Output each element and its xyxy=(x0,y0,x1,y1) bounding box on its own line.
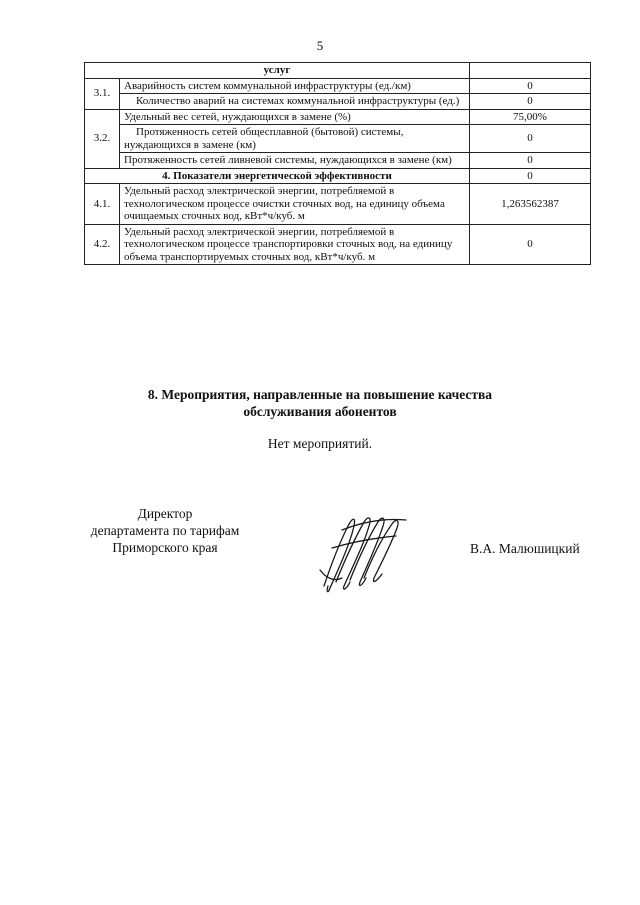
handwritten-signature xyxy=(312,508,412,598)
indicator-label: Удельный вес сетей, нуждающихся в замене (%) xyxy=(120,109,470,125)
signer-title-line-1: Директор xyxy=(137,506,193,521)
indicators-table xyxy=(84,62,591,265)
table-row xyxy=(85,78,591,94)
section-8-title-line-1: 8. Мероприятия, направленные на повышение качества xyxy=(147,387,493,402)
section-8-title-line-2: обслуживания абонентов xyxy=(243,404,397,419)
indicator-value: 0 xyxy=(470,94,591,110)
section-8-title xyxy=(0,386,640,420)
signer-title-line-2: департамента по тарифам xyxy=(90,523,240,538)
signer-position xyxy=(70,505,260,556)
indicator-value: 0 xyxy=(470,78,591,94)
indicator-value: 0 xyxy=(470,153,591,169)
page-number: 5 xyxy=(316,38,324,53)
row-number: 4.2. xyxy=(85,224,120,265)
indicator-value: 75,00% xyxy=(470,109,591,125)
section-heading-value: 0 xyxy=(470,168,591,184)
table-header-cell: услуг xyxy=(85,63,470,79)
indicator-label: Протяженность сетей ливневой системы, нуждающихся в замене (км) xyxy=(120,153,470,169)
table-row xyxy=(85,168,591,184)
section-8-body: Нет мероприятий. xyxy=(267,436,373,451)
indicator-label: Протяженность сетей общесплавной (бытовой) системы, нуждающихся в замене (км) xyxy=(120,125,470,153)
table-row xyxy=(85,94,591,110)
table-row xyxy=(85,224,591,265)
table-row xyxy=(85,109,591,125)
signer-title-line-3: Приморского края xyxy=(112,540,218,555)
table-row xyxy=(85,125,591,153)
section-heading-cell: 4. Показатели энергетической эффективности xyxy=(85,168,470,184)
table-row xyxy=(85,184,591,225)
indicator-value: 0 xyxy=(470,125,591,153)
indicator-value: 0 xyxy=(470,224,591,265)
indicator-label: Удельный расход электрической энергии, потребляемой в технологическом процессе транспортировки сточных вод, на единицу объема транспортируемых сточных вод, кВт*ч/куб. м xyxy=(120,224,470,265)
indicator-value: 1,263562387 xyxy=(470,184,591,225)
indicator-label: Аварийность систем коммунальной инфраструктуры (ед./км) xyxy=(120,78,470,94)
row-number: 4.1. xyxy=(85,184,120,225)
indicator-label: Количество аварий на системах коммунальной инфраструктуры (ед.) xyxy=(120,94,470,110)
table-header-value xyxy=(470,63,591,79)
signer-name: В.А. Малюшицкий xyxy=(470,541,580,556)
row-number: 3.1. xyxy=(85,78,120,109)
indicator-label: Удельный расход электрической энергии, потребляемой в технологическом процессе очистки сточных вод, на единицу объема очищаемых сточных вод, кВт*ч/куб. м xyxy=(120,184,470,225)
table-row xyxy=(85,153,591,169)
row-number: 3.2. xyxy=(85,109,120,168)
table-row xyxy=(85,63,591,79)
